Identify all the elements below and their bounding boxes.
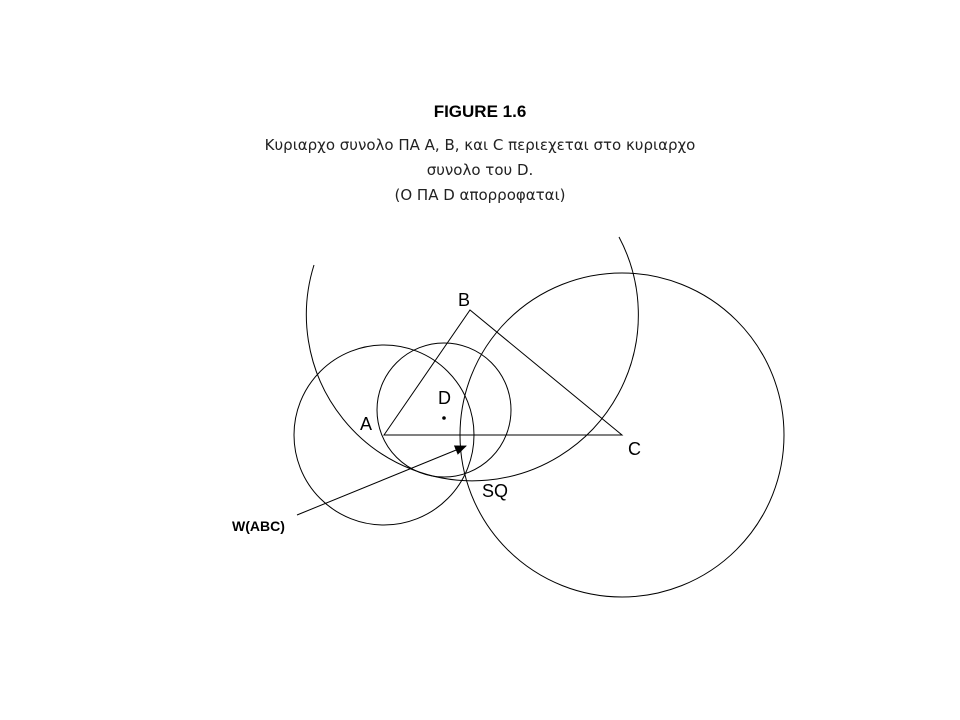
- caption-line-3: (Ο ΠΑ D απορροφαται): [394, 186, 566, 204]
- label-b: B: [458, 290, 471, 310]
- circle-d: [377, 343, 511, 477]
- triangle-abc: [384, 310, 622, 435]
- label-sq: SQ: [482, 481, 509, 501]
- label-c: C: [628, 439, 641, 459]
- label-a: A: [360, 414, 373, 434]
- figure-title: FIGURE 1.6: [433, 102, 527, 121]
- caption-line-2: συνολο του D.: [426, 161, 534, 179]
- label-w-abc: W(ABC): [232, 518, 285, 534]
- circle-upper-large: [306, 237, 638, 481]
- label-d: D: [438, 388, 451, 408]
- caption-line-1: Κυριαρχο συνολο ΠΑ A, B, και C περιεχεται στο κυριαρχο: [264, 136, 696, 154]
- point-d: [442, 416, 446, 420]
